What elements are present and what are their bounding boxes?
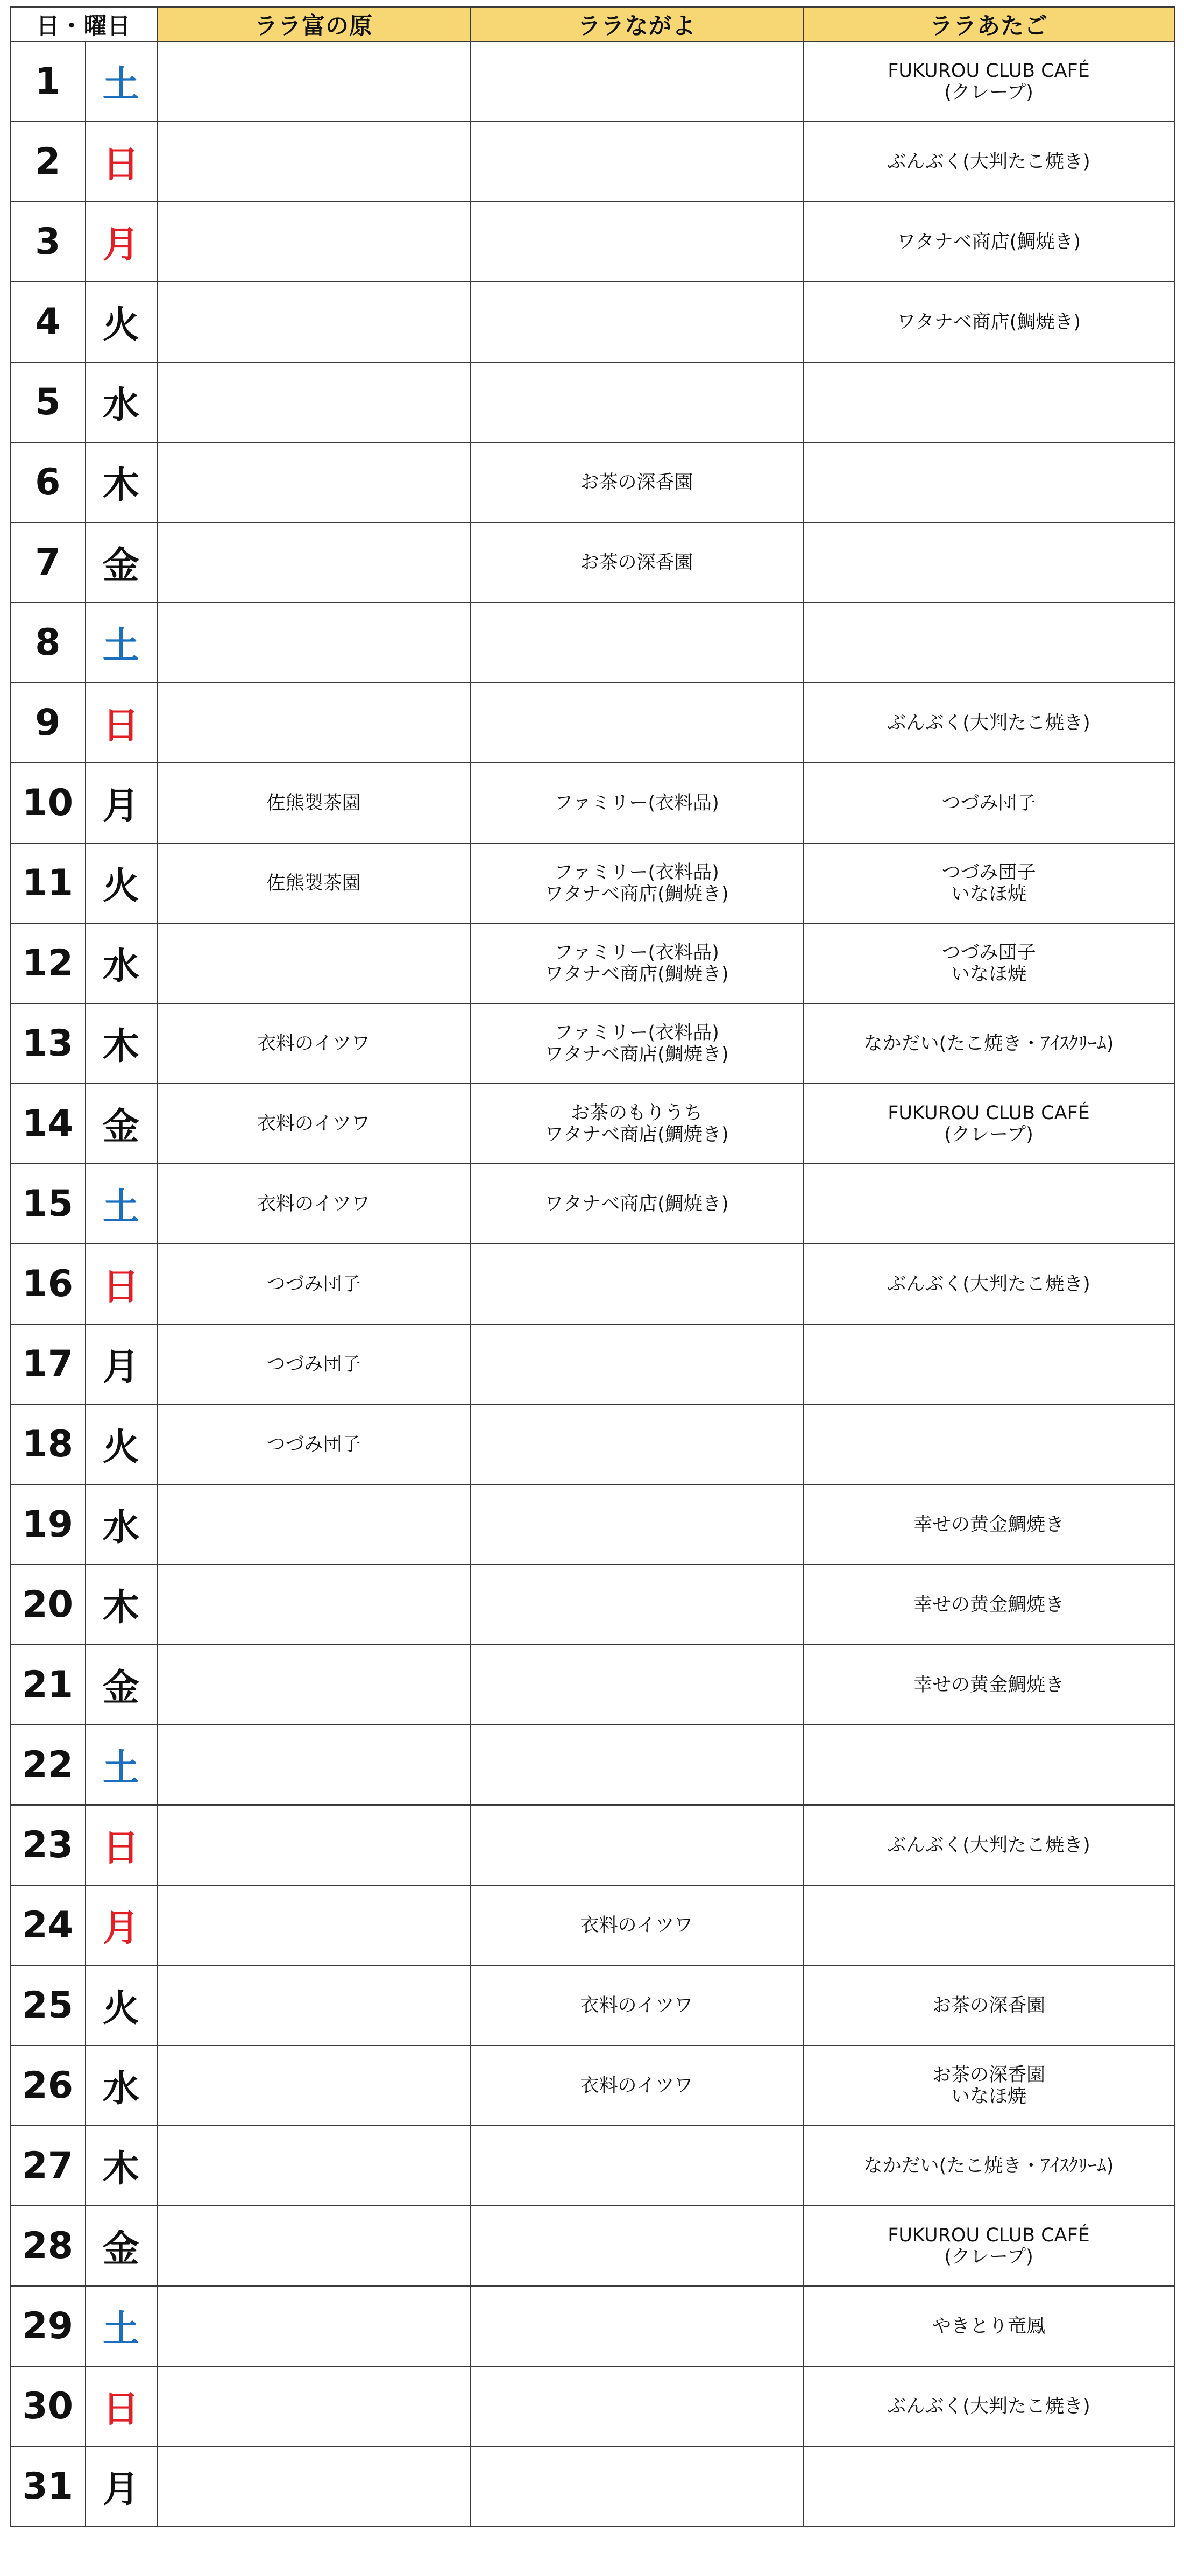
day-number: 12 [10,923,85,1003]
table-row [10,2366,1174,2446]
cell-nagayo [470,1565,803,1645]
cell-atago [803,1164,1174,1244]
vendor-name: つづみ団子 [266,1273,361,1295]
cell-nagayo [470,683,803,763]
vendor-name: いなほ焼 [951,2085,1026,2107]
cell-atago [803,1404,1174,1484]
table-row [10,763,1174,843]
cell-nagayo [470,2046,803,2126]
vendor-name: (クレープ) [944,81,1033,103]
cell-nagayo [470,1965,803,2046]
day-number: 26 [10,2046,85,2126]
cell-nagayo [470,2446,803,2527]
cell-tominohara [157,282,470,362]
day-number: 1 [10,41,85,122]
cell-atago [803,202,1174,282]
weekday: 火 [85,1965,157,2046]
vendor-name: ワタナベ商店(鯛焼き) [544,963,729,985]
cell-atago [803,41,1174,122]
vendor-name: 佐熊製茶園 [266,872,361,894]
cell-tominohara [157,923,470,1003]
cell-nagayo [470,1725,803,1805]
cell-atago [803,1645,1174,1725]
weekday: 火 [85,1404,157,1484]
cell-tominohara [157,603,470,683]
cell-tominohara [157,522,470,603]
cell-nagayo [470,1244,803,1324]
cell-atago [803,1805,1174,1885]
cell-atago [803,1324,1174,1404]
vendor-name: 佐熊製茶園 [266,792,361,814]
vendor-name: 衣料のイツワ [580,1994,693,2016]
cell-atago [803,1965,1174,2046]
cell-tominohara [157,683,470,763]
vendor-name: ワタナベ商店(鯛焼き) [544,1043,729,1065]
vendor-name: ぶんぶく(大判たこ焼き) [887,2395,1090,2417]
weekday: 木 [85,442,157,522]
cell-tominohara [157,442,470,522]
cell-nagayo [470,763,803,843]
day-number: 15 [10,1164,85,1244]
cell-nagayo [470,1084,803,1164]
cell-atago [803,2046,1174,2126]
cell-nagayo [470,442,803,522]
table-row [10,1084,1174,1164]
day-number: 24 [10,1885,85,1965]
table-row [10,1484,1174,1565]
weekday: 水 [85,362,157,442]
cell-nagayo [470,1404,803,1484]
cell-nagayo [470,362,803,442]
table-row [10,1164,1174,1244]
cell-nagayo [470,1003,803,1084]
table-row [10,2286,1174,2366]
weekday: 金 [85,522,157,603]
vendor-name: ぶんぶく(大判たこ焼き) [887,1834,1090,1856]
cell-tominohara [157,1404,470,1484]
day-number: 17 [10,1324,85,1404]
table-row [10,683,1174,763]
table-row [10,1885,1174,1965]
header-store-atago: ララあたご [803,7,1174,41]
day-number: 18 [10,1404,85,1484]
day-number: 16 [10,1244,85,1324]
day-number: 7 [10,522,85,603]
vendor-name: つづみ団子 [266,1353,361,1375]
weekday: 土 [85,603,157,683]
table-row [10,202,1174,282]
weekday: 日 [85,1805,157,1885]
weekday: 金 [85,1084,157,1164]
cell-nagayo [470,2126,803,2206]
day-number: 8 [10,603,85,683]
table-row [10,41,1174,122]
day-number: 6 [10,442,85,522]
vendor-name: ぶんぶく(大判たこ焼き) [887,1273,1090,1295]
table-row [10,2446,1174,2527]
day-number: 28 [10,2206,85,2286]
cell-atago [803,923,1174,1003]
weekday: 月 [85,1885,157,1965]
vendor-name: ぶんぶく(大判たこ焼き) [887,712,1090,734]
cell-nagayo [470,2206,803,2286]
cell-tominohara [157,202,470,282]
header-store-tominohara: ララ富の原 [157,7,470,41]
weekday: 土 [85,2286,157,2366]
vendor-name: つづみ団子 [941,861,1036,883]
cell-nagayo [470,41,803,122]
cell-nagayo [470,2366,803,2446]
vendor-name: ファミリー(衣料品) [554,1022,719,1044]
day-number: 9 [10,683,85,763]
cell-atago [803,1244,1174,1324]
day-number: 5 [10,362,85,442]
table-row [10,2046,1174,2126]
vendor-name: ぶんぶく(大判たこ焼き) [887,151,1090,173]
table-row [10,122,1174,202]
weekday: 月 [85,202,157,282]
vendor-name: つづみ団子 [941,792,1036,814]
day-number: 20 [10,1565,85,1645]
cell-atago [803,603,1174,683]
day-number: 13 [10,1003,85,1084]
cell-tominohara [157,362,470,442]
table-row [10,1404,1174,1484]
cell-tominohara [157,2286,470,2366]
vendor-name: なかだい(たこ焼き・ｱｲｽｸﾘｰﾑ) [863,2155,1114,2177]
table-row [10,843,1174,923]
table-row [10,1965,1174,2046]
cell-tominohara [157,1565,470,1645]
cell-nagayo [470,1645,803,1725]
weekday: 火 [85,282,157,362]
vendor-name: 幸せの黄金鯛焼き [913,1513,1064,1535]
weekday: 土 [85,1725,157,1805]
vendor-name: (クレープ) [944,2246,1033,2268]
weekday: 月 [85,763,157,843]
day-number: 19 [10,1484,85,1565]
cell-nagayo [470,1484,803,1565]
schedule-body [10,41,1174,2527]
cell-atago [803,522,1174,603]
table-row [10,362,1174,442]
vendor-name: 衣料のイツワ [257,1193,370,1215]
weekday: 月 [85,1324,157,1404]
vendor-name: お茶の深香園 [580,471,693,493]
vendor-name: お茶の深香園 [932,1994,1045,2016]
cell-atago [803,122,1174,202]
cell-tominohara [157,1164,470,1244]
vendor-name: FUKUROU CLUB CAFÉ [888,60,1090,82]
cell-tominohara [157,843,470,923]
cell-tominohara [157,2126,470,2206]
vendor-name: つづみ団子 [266,1433,361,1455]
cell-nagayo [470,843,803,923]
cell-nagayo [470,202,803,282]
vendor-name: 衣料のイツワ [580,1914,693,1936]
cell-tominohara [157,1084,470,1164]
cell-atago [803,1565,1174,1645]
day-number: 29 [10,2286,85,2366]
vendor-name: ワタナベ商店(鯛焼き) [897,231,1081,253]
cell-tominohara [157,1805,470,1885]
weekday: 金 [85,2206,157,2286]
cell-tominohara [157,2046,470,2126]
day-number: 31 [10,2446,85,2527]
table-row [10,603,1174,683]
cell-tominohara [157,1885,470,1965]
weekday: 水 [85,923,157,1003]
cell-nagayo [470,282,803,362]
vendor-name: ワタナベ商店(鯛焼き) [897,311,1081,333]
cell-nagayo [470,122,803,202]
cell-atago [803,2366,1174,2446]
cell-atago [803,442,1174,522]
cell-tominohara [157,2446,470,2527]
cell-nagayo [470,603,803,683]
weekday: 水 [85,2046,157,2126]
weekday: 金 [85,1645,157,1725]
table-row [10,1324,1174,1404]
vendor-name: お茶の深香園 [932,2064,1045,2086]
cell-atago [803,1725,1174,1805]
cell-atago [803,2126,1174,2206]
cell-atago [803,1084,1174,1164]
table-row [10,1805,1174,1885]
table-row [10,522,1174,603]
weekday: 日 [85,2366,157,2446]
cell-nagayo [470,1885,803,1965]
vendor-name: つづみ団子 [941,942,1036,964]
day-number: 14 [10,1084,85,1164]
vendor-name: FUKUROU CLUB CAFÉ [888,1102,1090,1124]
vendor-name: ファミリー(衣料品) [554,942,719,964]
cell-nagayo [470,1805,803,1885]
day-number: 22 [10,1725,85,1805]
table-row [10,2126,1174,2206]
schedule-table [10,6,1175,2527]
cell-nagayo [470,522,803,603]
vendor-name: 衣料のイツワ [257,1113,370,1135]
cell-tominohara [157,763,470,843]
table-row [10,2206,1174,2286]
cell-tominohara [157,41,470,122]
vendor-name: ワタナベ商店(鯛焼き) [544,1123,729,1145]
cell-tominohara [157,1725,470,1805]
vendor-name: 幸せの黄金鯛焼き [913,1674,1064,1696]
day-number: 25 [10,1965,85,2046]
vendor-name: ワタナベ商店(鯛焼き) [544,883,729,905]
cell-atago [803,843,1174,923]
cell-nagayo [470,2286,803,2366]
day-number: 21 [10,1645,85,1725]
cell-atago [803,1484,1174,1565]
day-number: 2 [10,122,85,202]
vendor-name: FUKUROU CLUB CAFÉ [888,2224,1090,2246]
weekday: 水 [85,1484,157,1565]
cell-atago [803,683,1174,763]
cell-atago [803,2446,1174,2527]
weekday: 日 [85,122,157,202]
weekday: 土 [85,41,157,122]
header-store-nagayo: ララながよ [470,7,803,41]
table-row [10,282,1174,362]
cell-atago [803,2206,1174,2286]
day-number: 11 [10,843,85,923]
cell-tominohara [157,1484,470,1565]
cell-tominohara [157,1324,470,1404]
vendor-name: いなほ焼 [951,963,1026,985]
weekday: 月 [85,2446,157,2527]
weekday: 木 [85,2126,157,2206]
cell-tominohara [157,1244,470,1324]
vendor-name: やきとり竜鳳 [932,2315,1045,2337]
vendor-name: ファミリー(衣料品) [554,792,719,814]
day-number: 23 [10,1805,85,1885]
vendor-name: 衣料のイツワ [580,2075,693,2097]
vendor-name: お茶のもりうち [570,1102,703,1124]
cell-atago [803,362,1174,442]
vendor-name: お茶の深香園 [580,551,693,574]
cell-tominohara [157,2366,470,2446]
cell-atago [803,282,1174,362]
cell-tominohara [157,1645,470,1725]
cell-nagayo [470,1164,803,1244]
weekday: 木 [85,1003,157,1084]
weekday: 日 [85,683,157,763]
cell-tominohara [157,1003,470,1084]
table-row [10,1003,1174,1084]
cell-nagayo [470,923,803,1003]
weekday: 木 [85,1565,157,1645]
header-day-weekday: 日・曜日 [10,7,157,41]
day-number: 27 [10,2126,85,2206]
cell-nagayo [470,1324,803,1404]
vendor-name: (クレープ) [944,1123,1033,1145]
table-row [10,442,1174,522]
day-number: 30 [10,2366,85,2446]
vendor-name: ワタナベ商店(鯛焼き) [544,1193,729,1215]
cell-tominohara [157,122,470,202]
day-number: 3 [10,202,85,282]
table-row [10,1645,1174,1725]
weekday: 土 [85,1164,157,1244]
header-row [10,7,1174,41]
vendor-name: なかだい(たこ焼き・ｱｲｽｸﾘｰﾑ) [863,1032,1114,1055]
vendor-name: 衣料のイツワ [257,1032,370,1055]
weekday: 日 [85,1244,157,1324]
table-row [10,923,1174,1003]
cell-atago [803,2286,1174,2366]
table-row [10,1565,1174,1645]
cell-atago [803,1885,1174,1965]
cell-tominohara [157,1965,470,2046]
cell-atago [803,1003,1174,1084]
vendor-name: 幸せの黄金鯛焼き [913,1594,1064,1616]
weekday: 火 [85,843,157,923]
cell-atago [803,763,1174,843]
vendor-name: ファミリー(衣料品) [554,861,719,883]
table-row [10,1725,1174,1805]
day-number: 4 [10,282,85,362]
table-row [10,1244,1174,1324]
day-number: 10 [10,763,85,843]
vendor-name: いなほ焼 [951,883,1026,905]
cell-tominohara [157,2206,470,2286]
